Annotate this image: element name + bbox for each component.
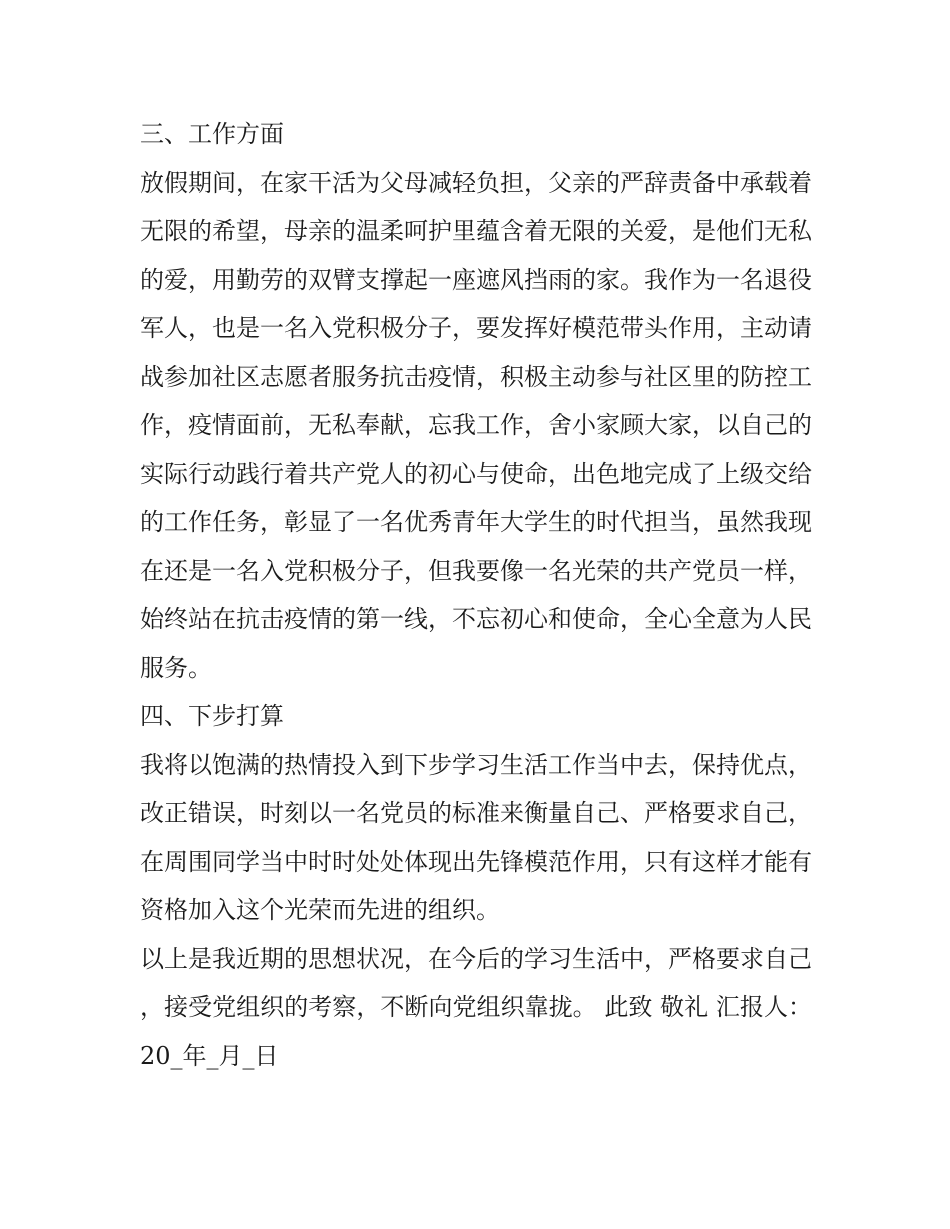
document-body <box>140 110 812 1080</box>
section-heading-plan: 四、下步打算 <box>140 702 284 730</box>
section-heading-work: 三、工作方面 <box>140 120 284 148</box>
paragraph-plan: 我将以饱满的热情投入到下步学习生活工作当中去，保持优点，改正错误，时刻以一名党员的标准来衡量自己、严格要求自己，在周围同学当中时时处处体现出先锋模范作用，只有这样才能有资格加入这个光荣而先进的组织。 <box>140 750 812 924</box>
paragraph-closing: 以上是我近期的思想状况，在今后的学习生活中，严格要求自己，接受党组织的考察，不断向党组织靠拢。 此致 敬礼 汇报人： 20_年_月_日 <box>140 944 812 1070</box>
paragraph-work: 放假期间，在家干活为父母减轻负担，父亲的严辞责备中承载着无限的希望，母亲的温柔呵护里蕴含着无限的关爱，是他们无私的爱，用勤劳的双臂支撑起一座遮风挡雨的家。我作为一名退役军人，也是一名入党积极分子，要发挥好模范带头作用，主动请战参加社区志愿者服务抗击疫情，积极主动参与社区里的防控工作，疫情面前，无私奉献，忘我工作，舍小家顾大家，以自己的实际行动践行着共产党人的初心与使命，出色地完成了上级交给的工作任务，彰显了一名优秀青年大学生的时代担当，虽然我现在还是一名入党积极分子，但我要像一名光荣的共产党员一样，始终站在抗击疫情的第一线，不忘初心和使命，全心全意为人民服务。 <box>140 168 812 682</box>
